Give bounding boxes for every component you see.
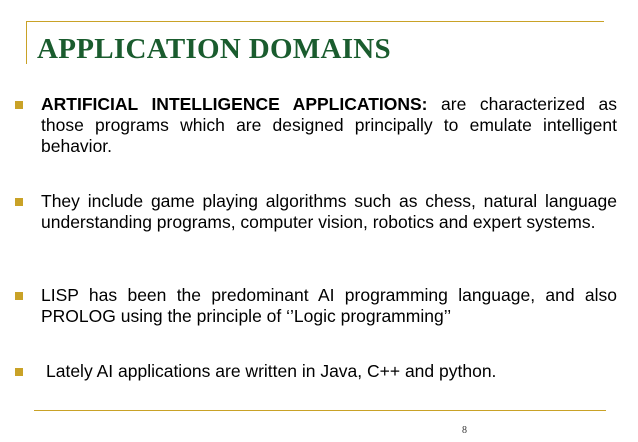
bullet-body: LISP has been the predominant AI programming language, and also PROLOG using the principle of ‘’Logic programming’’ — [41, 285, 617, 326]
slide-title: APPLICATION DOMAINS — [37, 33, 391, 65]
side-rule — [26, 21, 27, 64]
bullet-body: Lately AI applications are written in Java, C++ and python. — [46, 361, 497, 381]
bullet-body: They include game playing algorithms such as chess, natural language understanding programs, computer vision, robotics and expert systems. — [41, 191, 617, 232]
bullet-text — [41, 191, 617, 233]
bullet-text — [46, 361, 622, 382]
square-bullet-icon — [15, 101, 23, 109]
bottom-rule — [34, 410, 606, 411]
page-number: 8 — [462, 425, 467, 436]
bullet-text — [41, 94, 617, 157]
bullet-text — [41, 285, 617, 327]
square-bullet-icon — [15, 368, 23, 376]
top-rule — [26, 21, 604, 22]
bullet-lead: ARTIFICIAL INTELLIGENCE APPLICATIONS: — [41, 94, 428, 114]
bullet-body: are characterized as those programs which are designed principally to emulate intelligent behavior. — [41, 94, 617, 156]
square-bullet-icon — [15, 198, 23, 206]
square-bullet-icon — [15, 292, 23, 300]
